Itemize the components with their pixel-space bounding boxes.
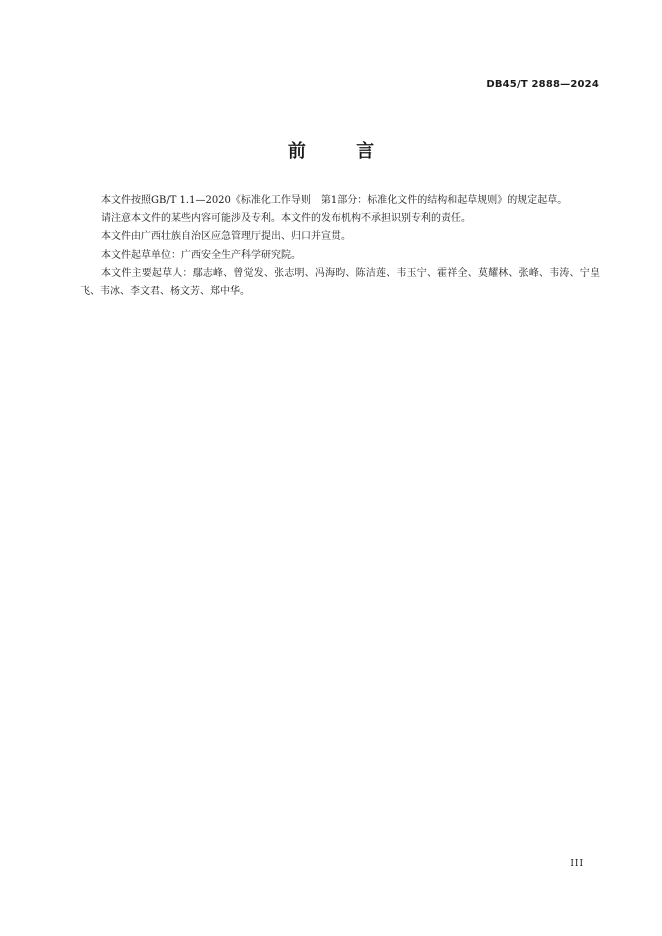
document-code: DB45/T 2888—2024 bbox=[486, 79, 599, 90]
page-number: III bbox=[570, 859, 584, 869]
foreword-body bbox=[80, 192, 600, 301]
paragraph-drafters: 本文件主要起草人：鄢志峰、曾觉发、张志明、冯海昀、陈洁莲、韦玉宁、霍祥全、莫耀林、张峰、韦涛、宁皇飞、韦冰、李文君、杨文芳、郑中华。 bbox=[80, 267, 600, 298]
page-title: 前 言 bbox=[287, 141, 397, 162]
paragraph-proposer: 本文件由广西壮族自治区应急管理厅提出、归口并宣贯。 bbox=[101, 231, 351, 243]
paragraph-drafting-unit: 本文件起草单位：广西安全生产科学研究院。 bbox=[101, 249, 301, 261]
paragraph-patent-notice: 请注意本文件的某些内容可能涉及专利。本文件的发布机构不承担识别专利的责任。 bbox=[101, 213, 471, 225]
paragraph-drafting-basis: 本文件按照GB/T 1.1—2020《标准化工作导则 第1部分：标准化文件的结构和起草规则》的规定起草。 bbox=[101, 195, 568, 206]
